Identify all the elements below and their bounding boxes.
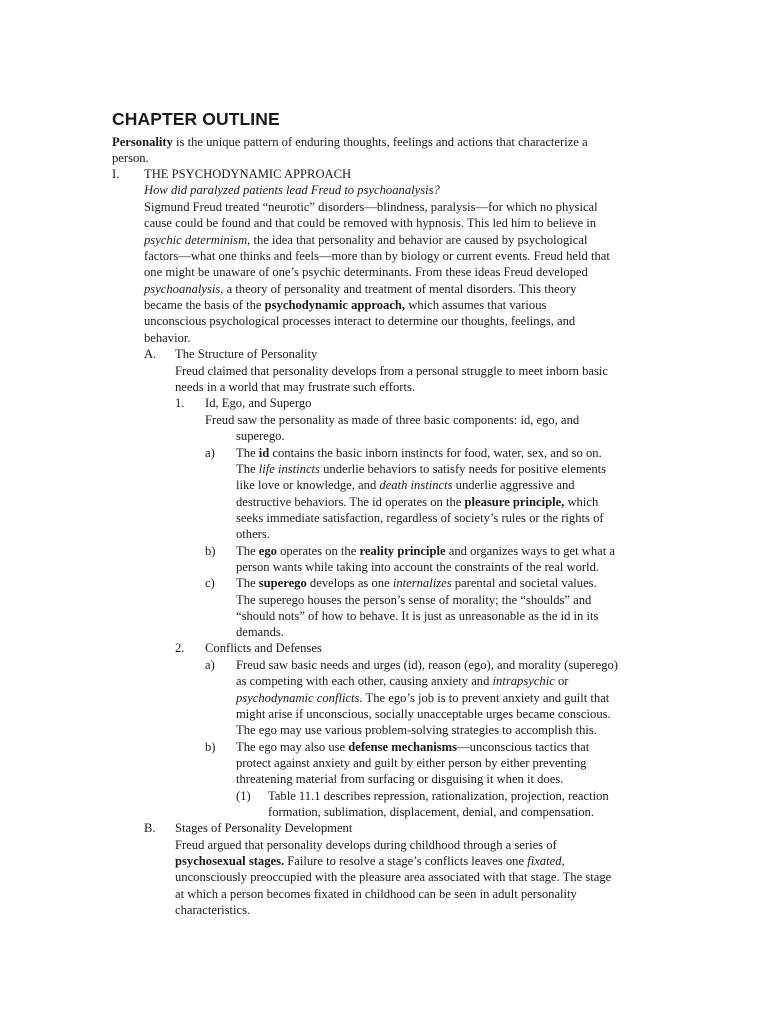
term: reality principle (359, 544, 446, 558)
paragraph-line: The ego operates on the reality principle and organizes ways to get what a (236, 544, 616, 558)
paragraph-line: The ego may use various problem-solving strategies to accomplish this. (236, 723, 597, 737)
intro-line-2: person. (112, 151, 149, 165)
term: fixated, (527, 854, 565, 868)
intro-line-1: Personality is the unique pattern of enduring thoughts, feelings and actions that characterize a (112, 135, 588, 149)
paragraph-line: unconsciously preoccupied with the pleasure area associated with that stage. The stage (175, 870, 612, 884)
paragraph-line: Freud saw the personality as made of three basic components: id, ego, and (205, 413, 580, 427)
paragraph-line: Freud argued that personality develops during childhood through a series of (175, 838, 557, 852)
paragraph-line: The ego may also use defense mechanisms—unconscious tactics that (236, 740, 590, 754)
paragraph-line: psychodynamic conflicts. The ego’s job is to prevent anxiety and guilt that (236, 691, 610, 705)
paragraph-line: unconscious psychological processes interact to determine our thoughts, feelings, and (144, 314, 576, 328)
subsection-label: A. (144, 347, 157, 361)
paragraph-line: Table 11.1 describes repression, rationalization, projection, reaction (268, 789, 609, 803)
term: pleasure principle, (464, 495, 565, 509)
paragraph-line: factors—what one thinks and feels—more than by biology or current events. Freud held that (144, 249, 610, 263)
paragraph-line: psychoanalysis, a theory of personality and treatment of mental disorders. This theory (144, 282, 577, 296)
paragraph-line: psychic determinism, the idea that personality and behavior are caused by psychological (144, 233, 588, 247)
paragraph-line: behavior. (144, 331, 191, 345)
paragraph-line: like love or knowledge, and death instincts underlie aggressive and (236, 478, 575, 492)
paragraph-line: threatening material from surfacing or disguising it when it does. (236, 772, 564, 786)
paragraph-line: psychosexual stages. Failure to resolve a stage’s conflicts leaves one fixated, (175, 854, 565, 868)
paragraph-line: one might be unaware of one’s psychic determinants. From these ideas Freud developed (144, 265, 588, 279)
paragraph-line: destructive behaviors. The id operates on the pleasure principle, which (236, 495, 599, 509)
section-question: How did paralyzed patients lead Freud to psychoanalysis? (144, 183, 440, 197)
paragraph-line: The life instincts underlie behaviors to satisfy needs for positive elements (236, 462, 607, 476)
subsection-label: B. (144, 821, 156, 835)
chapter-title: CHAPTER OUTLINE (112, 109, 280, 129)
item-label: 1. (175, 396, 185, 410)
paragraph-line: others. (236, 527, 270, 541)
paragraph-line: needs in a world that may frustrate such efforts. (175, 380, 416, 394)
paragraph-line: person wants while taking into account the constraints of the real world. (236, 560, 600, 574)
term: psychosexual stages. (175, 854, 285, 868)
term: id (258, 446, 270, 460)
term: defense mechanisms (348, 740, 458, 754)
item-heading: Id, Ego, and Supergo (205, 396, 312, 410)
paragraph-line: as competing with each other, causing anxiety and intrapsychic or (236, 674, 569, 688)
section-label: I. (112, 167, 120, 181)
paragraph-line: The id contains the basic inborn instincts for food, water, sex, and so on. (236, 446, 602, 460)
term: internalizes (392, 576, 452, 590)
item-heading: Conflicts and Defenses (205, 641, 322, 655)
paragraph-line: Freud claimed that personality develops from a personal struggle to meet inborn basic (175, 364, 608, 378)
paragraph-line: protect against anxiety and guilt by either person by either preventing (236, 756, 587, 770)
paragraph-line: at which a person becomes fixated in childhood can be seen in adult personality (175, 887, 577, 901)
paragraph-line: seeks immediate satisfaction, regardless of society’s rules or the rights of (236, 511, 604, 525)
paragraph-line: superego. (236, 429, 285, 443)
term: death instincts (379, 478, 453, 492)
item-label: a) (205, 446, 215, 460)
term: psychoanalysis (144, 282, 221, 296)
paragraph-line: cause could be found and that could be removed with hypnosis. This led him to believe in (144, 216, 596, 230)
subsection-heading: Stages of Personality Development (175, 821, 353, 835)
term: superego (258, 576, 307, 590)
term: life instincts (258, 462, 320, 476)
section-heading: THE PSYCHODYNAMIC APPROACH (144, 167, 352, 181)
paragraph-line: became the basis of the psychodynamic approach, which assumes that various (144, 298, 547, 312)
paragraph-line: characteristics. (175, 903, 251, 917)
term: intrapsychic (492, 674, 555, 688)
item-label: c) (205, 576, 215, 590)
paragraph-line: formation, sublimation, displacement, denial, and compensation. (268, 805, 594, 819)
item-label: b) (205, 544, 216, 558)
paragraph-line: Sigmund Freud treated “neurotic” disorders—blindness, paralysis—for which no physical (144, 200, 598, 214)
paragraph-line: The superego develops as one internalizes parental and societal values. (236, 576, 597, 590)
item-label: a) (205, 658, 215, 672)
term-personality: Personality (112, 135, 173, 149)
paragraph-line: “should nots” of how to behave. It is just as unreasonable as the id in its (236, 609, 599, 623)
term: psychodynamic approach, (264, 298, 406, 312)
item-label: b) (205, 740, 216, 754)
term: psychodynamic conflicts. (236, 691, 363, 705)
paragraph-line: might arise if unconscious, socially unacceptable urges became conscious. (236, 707, 611, 721)
item-label: (1) (236, 789, 251, 803)
item-label: 2. (175, 641, 185, 655)
subsection-heading: The Structure of Personality (175, 347, 318, 361)
paragraph-line: Freud saw basic needs and urges (id), reason (ego), and morality (superego) (236, 658, 619, 672)
term: psychic determinism, (144, 233, 251, 247)
paragraph-line: The superego houses the person’s sense of morality; the “shoulds” and (236, 593, 592, 607)
term: ego (258, 544, 277, 558)
paragraph-line: demands. (236, 625, 284, 639)
